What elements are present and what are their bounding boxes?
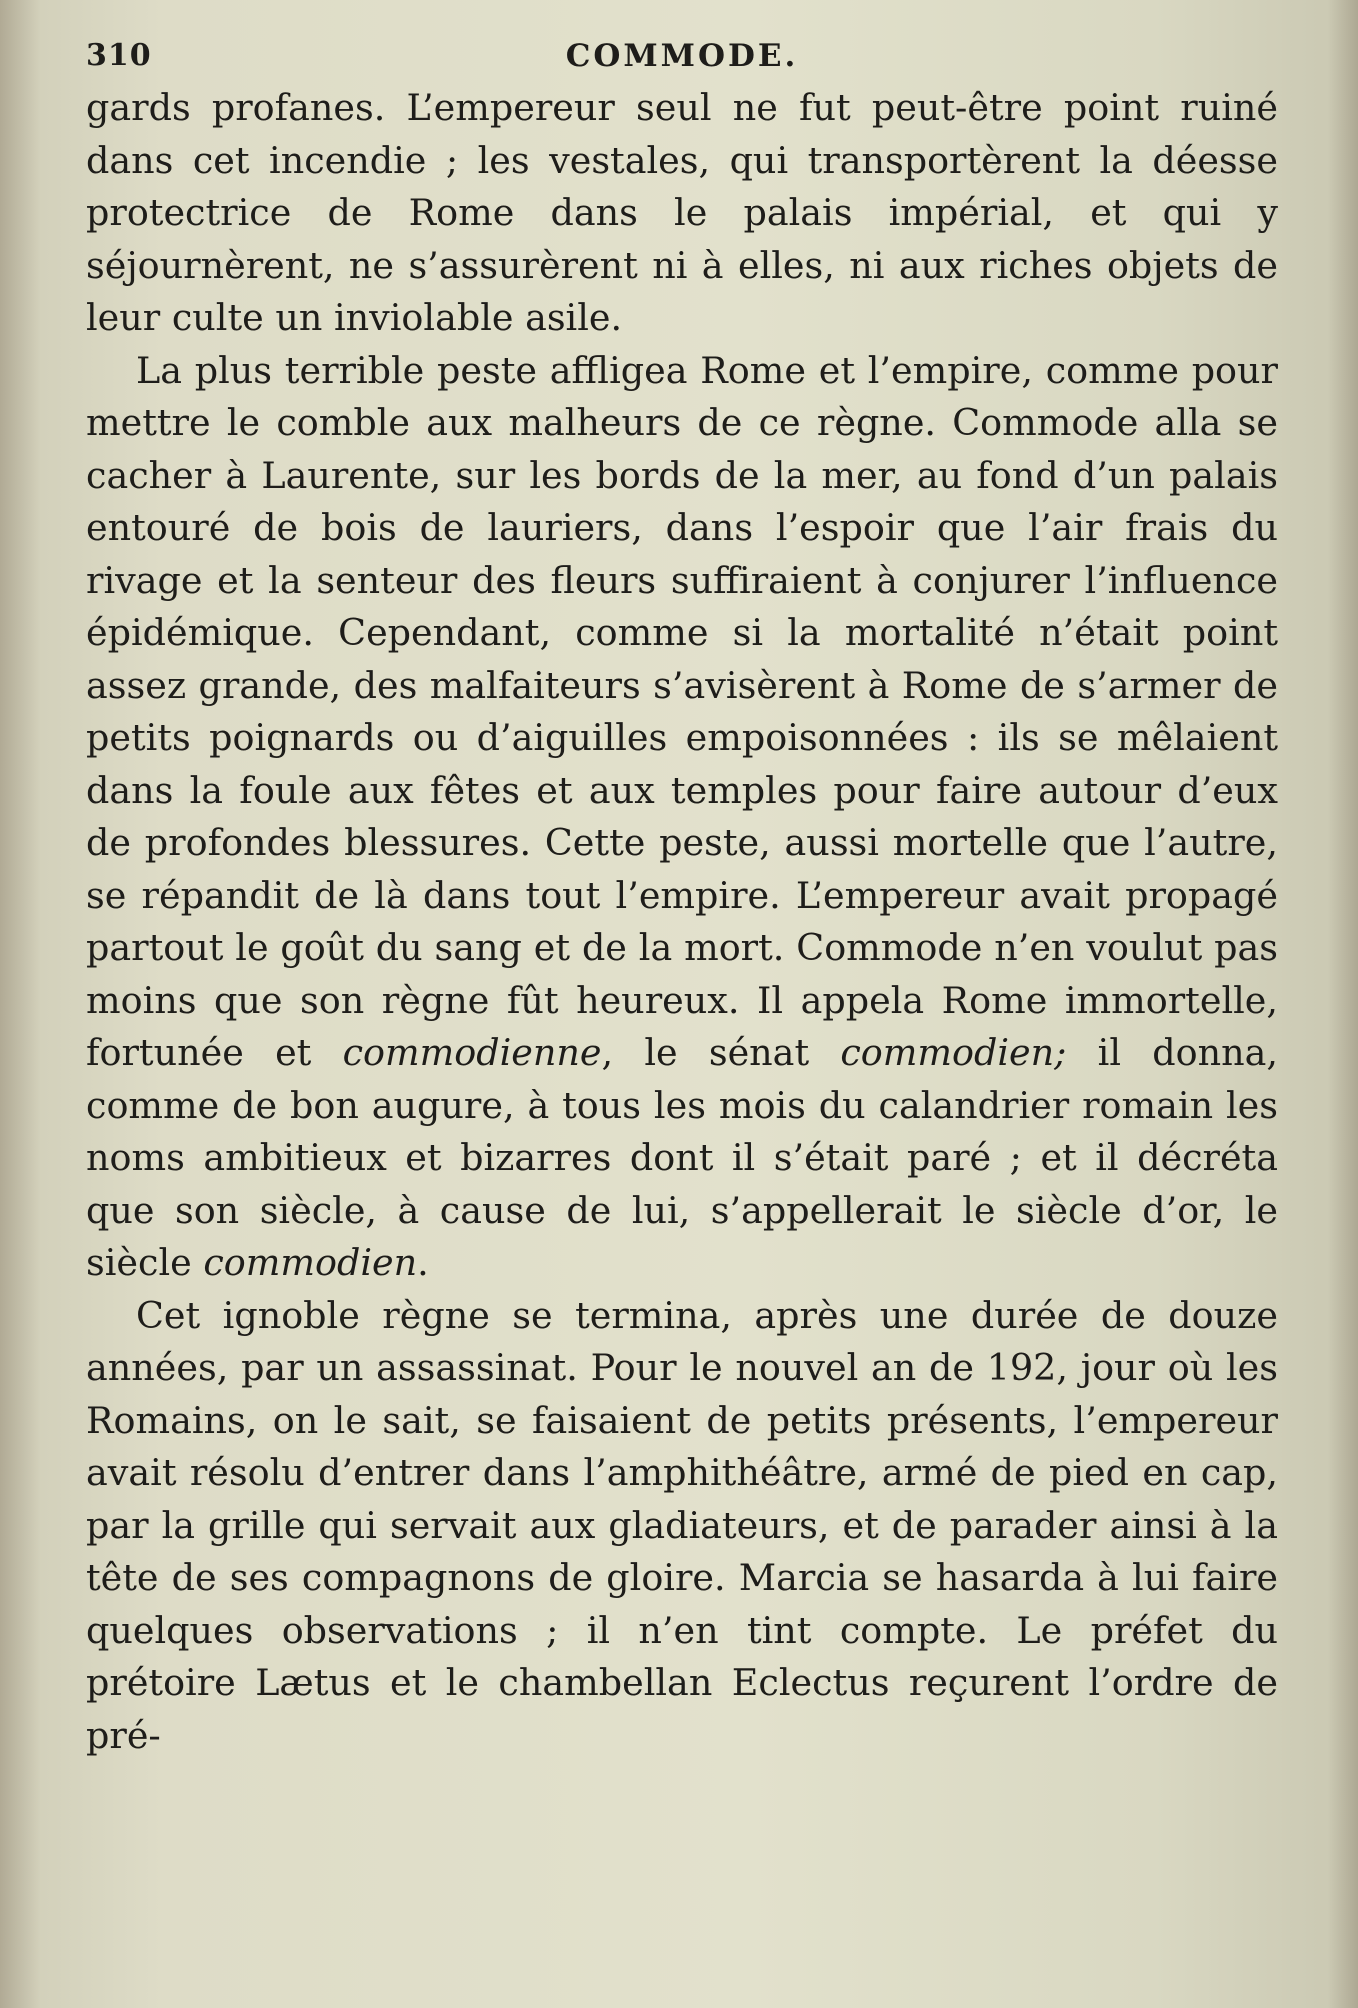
running-title: COMMODE.	[565, 38, 799, 74]
page-edge-shadow	[1328, 0, 1358, 2008]
italic-commodienne: commodienne	[342, 1031, 602, 1074]
page-number: 310	[86, 38, 152, 73]
paragraph-2	[86, 345, 1278, 1290]
paragraph-2-part-a: La plus terrible peste affligea Rome et l’empire, comme pour mettre le comble aux malheurs de ce règne. Commode alla se cacher à Laurente, sur les bords de la mer, au fond d’un palais entouré de bois de lauriers, dans l’espoir que l’air frais du rivage et la senteur des fleurs suffiraient à conjurer l’influence épidémique. Cependant, comme si la mortalité n’était point assez grande, des malfaiteurs s’avisèrent à Rome de s’armer de petits poignards ou d’aiguilles empoisonnées : ils se mêlaient dans la foule aux fêtes et aux temples pour faire autour d’eux de profondes blessures. Cette peste, aussi mortelle que l’autre, se répandit de là dans tout l’empire. L’empereur avait propagé partout le goût du sang et de la mort. Commode n’en voulut pas moins que son règne fût heureux. Il appela Rome immortelle, fortunée et	[86, 348, 1278, 1074]
paragraph-2-part-b: , le sénat	[601, 1031, 810, 1074]
paragraph-1: gards profanes. L’empereur seul ne fut peut-être point ruiné dans cet incendie ; les vestales, qui transportèrent la déesse protectrice de Rome dans le palais impérial, et qui y séjournèrent, ne s’assurèrent ni à elles, ni aux riches objets de leur culte un inviolable asile.	[86, 86, 1278, 339]
paragraph-2-part-d: .	[417, 1241, 429, 1284]
italic-commodien: commodien;	[840, 1031, 1067, 1074]
running-head	[86, 28, 1278, 82]
paragraph-2-part-c: il donna, comme de bon augure, à tous les mois du calandrier romain les noms ambitieux et bizarres dont il s’était paré ; et il décréta que son siècle, à cause de lui, s’appellerait le siècle d’or, le siècle	[86, 1031, 1278, 1284]
paragraph-3: Cet ignoble règne se termina, après une durée de douze années, par un assassinat. Pour le nouvel an de 192, jour où les Romains, on le sait, se faisaient de petits présents, l’empereur avait résolu d’entrer dans l’amphithéâtre, armé de pied en cap, par la grille qui servait aux gladiateurs, et de parader ainsi à la tête de ses compagnons de gloire. Marcia se hasarda à lui faire quelques observations ; il n’en tint compte. Le préfet du prétoire Lætus et le chambellan Eclectus reçurent l’ordre de pré-	[86, 1293, 1278, 1757]
gutter-shadow	[0, 0, 40, 2008]
body-text	[86, 82, 1278, 1762]
italic-commodien-final: commodien	[203, 1241, 418, 1284]
